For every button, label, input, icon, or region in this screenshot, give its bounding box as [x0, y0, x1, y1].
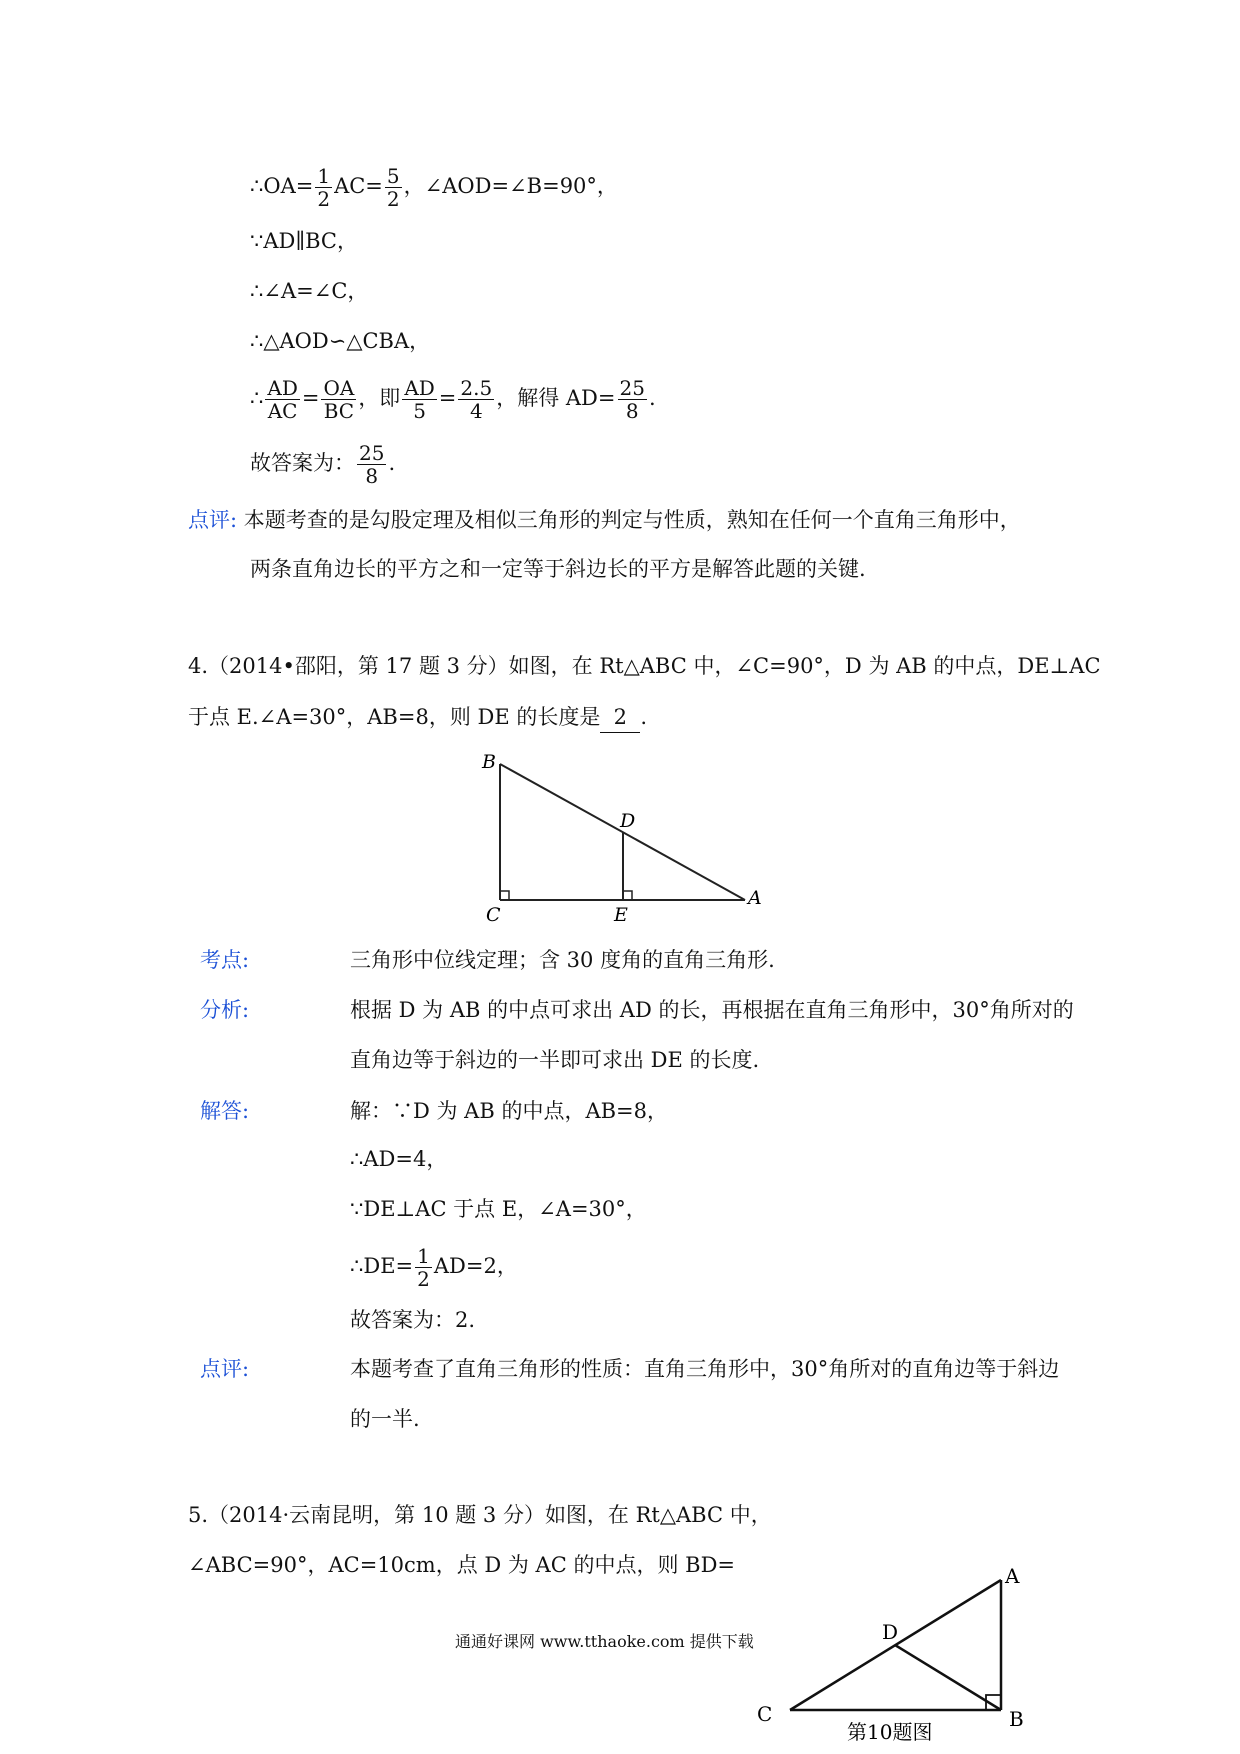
segment-DB	[895, 1645, 1001, 1710]
figure-caption: 第10题图	[847, 1720, 933, 1744]
q4-answer: 2	[600, 702, 640, 733]
kaodian-text: 三角形中位线定理；含 30 度角的直角三角形.	[350, 948, 775, 972]
fraction: $\frac{25}{8}$	[619, 376, 645, 423]
solution-line-5: ∴ $\frac{AD}{AC}$ = $\frac{OA}{BC}$ ，即 $\frac{AD}{5}$ = $\frac{2.5}{4}$ ，解得 AD= $\frac{25}{8}$ .	[250, 376, 656, 423]
solution-line-3: ∴∠A=∠C，	[250, 279, 369, 303]
jieda-line-4: ∴DE= $\frac{1}{2}$ AD=2，	[350, 1244, 518, 1291]
jieda-line-3: ∵DE⊥AC 于点 E，∠A=30°，	[350, 1197, 647, 1221]
fenxi-text-2: 直角边等于斜边的一半即可求出 DE 的长度.	[350, 1048, 760, 1072]
point-label-D: D	[620, 810, 636, 832]
fraction: $\frac{AD}{5}$	[404, 376, 435, 423]
review-line-2: 两条直角边长的平方之和一定等于斜边长的平方是解答此题的关键.	[250, 557, 866, 581]
q5-figure	[755, 1555, 1045, 1750]
fraction: $\frac{AD}{AC}$	[267, 376, 298, 423]
q5-stem-line-2: ∠ABC=90°，AC=10cm，点 D 为 AC 的中点，则 BD=	[188, 1553, 736, 1577]
review-label: 点评:	[188, 508, 238, 532]
fenxi-label: 分析:	[200, 998, 250, 1022]
fraction: $\frac{OA}{BC}$	[323, 376, 355, 423]
right-angle-mark	[500, 891, 509, 900]
kaodian-label: 考点:	[200, 948, 250, 972]
fraction: $\frac{25}{8}$	[359, 441, 385, 488]
point-label-B: B	[482, 751, 496, 773]
right-angle-mark	[623, 891, 632, 900]
point-label-E: E	[614, 904, 628, 925]
jieda-row	[200, 1096, 249, 1126]
jieda-label: 解答:	[200, 1099, 250, 1123]
review-line-1: 点评: 本题考查的是勾股定理及相似三角形的判定与性质，熟知在任何一个直角三角形中，	[188, 508, 1021, 532]
solution-answer-line: 故答案为： $\frac{25}{8}$ .	[250, 441, 396, 488]
solution-line-2: ∵AD∥BC，	[250, 229, 358, 253]
fraction: $\frac{2.5}{4}$	[460, 376, 493, 423]
footer-text: 通通好课网 www.tthaoke.com 提供下载	[455, 1632, 754, 1651]
dianping-row	[200, 1354, 249, 1384]
fenxi-text-1: 根据 D 为 AB 的中点可求出 AD 的长，再根据在直角三角形中，30°角所对的	[350, 998, 1074, 1022]
fraction: $\frac{5}{2}$	[386, 164, 400, 211]
kaodian-row	[200, 945, 249, 975]
q5-stem-line-1: 5.（2014·云南昆明，第 10 题 3 分）如图，在 Rt△ABC 中，	[188, 1503, 772, 1527]
dianping-line-1: 本题考查了直角三角形的性质：直角三角形中，30°角所对的直角边等于斜边	[350, 1357, 1060, 1381]
point-label-B: B	[1009, 1707, 1024, 1731]
dianping-line-2: 的一半.	[350, 1407, 420, 1431]
point-label-C: C	[757, 1702, 773, 1726]
point-label-A: A	[748, 887, 762, 909]
dianping-label: 点评:	[200, 1357, 250, 1381]
q4-figure	[470, 745, 780, 925]
fenxi-row	[200, 995, 249, 1025]
point-label-A: A	[1005, 1564, 1020, 1588]
q4-stem-line-2: 于点 E.∠A=30°，AB=8，则 DE 的长度是 2 .	[188, 702, 647, 733]
point-label-C: C	[486, 904, 501, 925]
solution-line-4: ∴△AOD∽△CBA，	[250, 329, 431, 353]
solution-line-1: ∴OA= $\frac{1}{2}$ AC= $\frac{5}{2}$ ，∠AOD=∠B=90°，	[250, 164, 618, 211]
jieda-line-1: 解：∵D 为 AB 的中点，AB=8，	[350, 1099, 669, 1123]
q4-stem-line-1: 4.（2014•邵阳，第 17 题 3 分）如图，在 Rt△ABC 中，∠C=90°，D 为 AB 的中点，DE⊥AC	[188, 654, 1101, 678]
fraction: $\frac{1}{2}$	[317, 164, 331, 211]
point-label-D: D	[882, 1620, 899, 1644]
fraction: $\frac{1}{2}$	[417, 1244, 430, 1291]
jieda-line-2: ∴AD=4，	[350, 1147, 448, 1171]
jieda-line-5: 故答案为：2.	[350, 1308, 476, 1332]
